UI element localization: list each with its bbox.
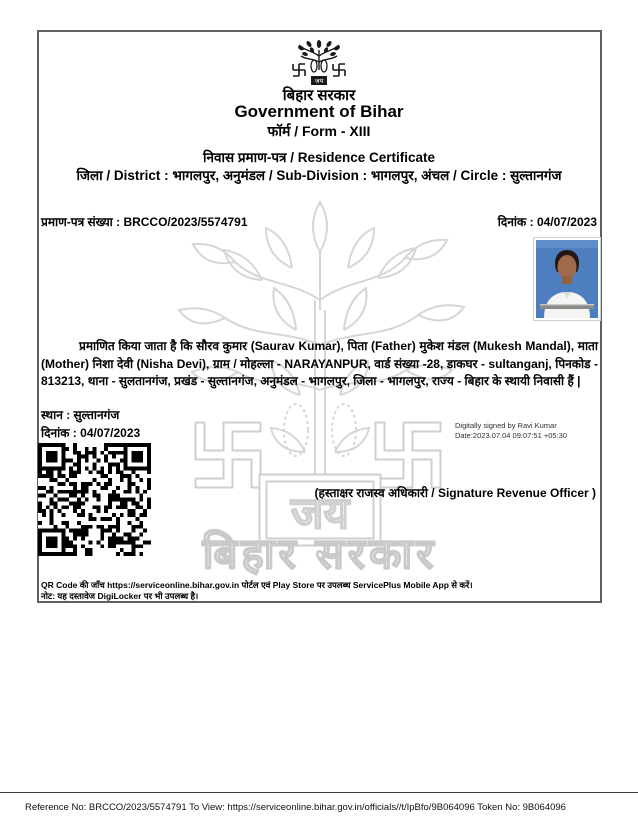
digital-signature-line2: Date:2023.07.04 09:07:51 +05:30: [455, 431, 567, 440]
footer-notes: [41, 580, 473, 602]
digital-signature-block: [455, 421, 567, 441]
date-line: [41, 424, 140, 441]
issue-date-value: 04/07/2023: [536, 215, 597, 229]
bihar-emblem-icon: [287, 36, 351, 88]
signature-revenue-officer-line: (हस्ताक्षर राजस्व अधिकारी / Signature Revenue Officer ): [314, 486, 596, 500]
certificate-number-value: BRCCO/2023/5574791: [123, 215, 248, 229]
date-label: दिनांक :: [41, 426, 77, 440]
place-line: [41, 406, 119, 423]
certificate-title: निवास प्रमाण-पत्र / Residence Certificate: [202, 150, 436, 165]
digital-signature-line1: Digitally signed by Ravi Kumar: [455, 421, 557, 430]
government-name-hindi: बिहार सरकार: [282, 87, 356, 104]
certificate-number: [41, 213, 248, 230]
date-value: 04/07/2023: [80, 426, 141, 440]
svg-text:जय: जय: [290, 489, 350, 538]
qr-code: [38, 443, 151, 556]
place-label: स्थान :: [41, 408, 71, 422]
emblem-swastika-left-icon: [293, 64, 305, 76]
form-number: फॉर्म / Form - XIII: [267, 123, 371, 139]
issue-date-label: दिनांक :: [497, 215, 534, 229]
government-name-english: Government of Bihar: [234, 102, 404, 121]
place-value: सुल्तानगंज: [73, 408, 120, 422]
applicant-photo-image: [536, 240, 598, 318]
emblem-swastika-right-icon: [333, 64, 345, 76]
reference-footer: Reference No: BRCCO/2023/5574791 To View: https://serviceonline.bihar.gov.in/officials//t/IpBfo/9B064096 Token No: 9B064096: [25, 802, 566, 813]
certificate-number-label: प्रमाण-पत्र संख्या :: [41, 215, 121, 229]
district-subdivision-circle-line: जिला / District : भागलपुर, अनुमंडल / Sub-Division : भागलपुर, अंचल / Circle : सुल्तानगंज: [76, 168, 562, 183]
applicant-photo: [533, 237, 601, 321]
meta-row: [41, 213, 597, 230]
emblem-inscription: जय: [314, 78, 324, 85]
watermark-text: बिहार सरकार: [202, 530, 438, 577]
qr-verification-note: QR Code की जाँच https://serviceonline.bihar.gov.in पोर्टल एवं Play Store पर उपलब्ध ServicePlus Mobile App से करें।: [41, 580, 473, 590]
issue-date: [498, 213, 597, 230]
digilocker-note: नोट: यह दस्तावेज DigiLocker पर भी उपलब्ध है।: [41, 591, 199, 601]
certificate-body-paragraph: प्रमाणित किया जाता है कि सौरव कुमार (Saurav Kumar), पिता (Father) मुकेश मंडल (Mukesh Mandal), माता (Mother) निशा देवी (Nisha Devi), ग्राम / मोहल्ला - NARAYANPUR, वार्ड संख्या -28, डाकघर - sultanganj, पिनकोड - 813213, थाना - सुलतानगंज, प्रखंड - सुल्तानगंज, अनुमंडल - भागलपुर, जिला - भागलपुर, राज्य - बिहार के स्थायी निवासी हैं |: [41, 339, 598, 388]
